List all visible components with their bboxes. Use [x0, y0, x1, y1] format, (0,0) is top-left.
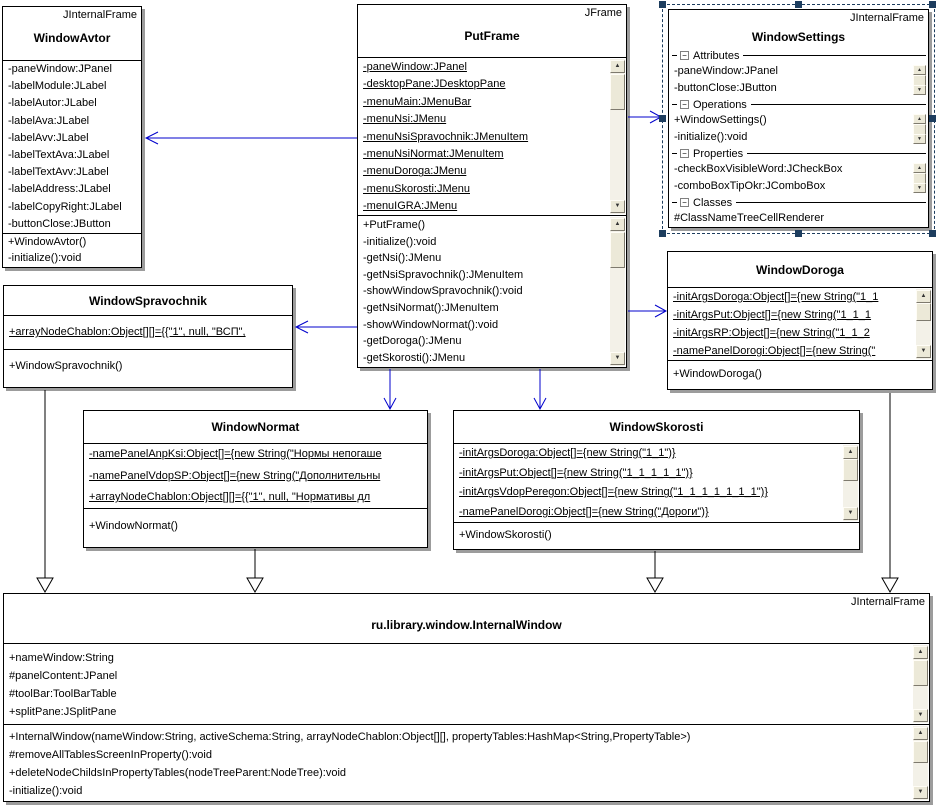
generalization-windownormat-internalwindow[interactable]: [247, 549, 263, 592]
operation-row[interactable]: +WindowSettings(): [674, 114, 767, 126]
class-name: WindowSkorosti: [609, 420, 704, 434]
selection-handle[interactable]: [929, 230, 936, 237]
attribute-row[interactable]: -labelTextAva:JLabel: [8, 149, 110, 162]
triangle-arrowhead-icon: [247, 578, 263, 592]
operation-row[interactable]: #removeAllTablesScreenInProperty():void: [9, 749, 212, 761]
attribute-row[interactable]: -labelCopyRight:JLabel: [8, 200, 122, 213]
attribute-row[interactable]: -menuIGRA:JMenu: [363, 200, 458, 213]
association-putframe-windowdoroga[interactable]: [628, 305, 666, 317]
attribute-row[interactable]: -labelTextAvv:JLabel: [8, 166, 109, 179]
section-label: Operations: [693, 98, 747, 111]
attribute-row[interactable]: -initArgsRP:Object[]={new String("1_1_2: [673, 327, 870, 339]
operation-row[interactable]: -initialize():void: [8, 251, 82, 264]
attribute-row[interactable]: #toolBar:ToolBarTable: [9, 688, 117, 700]
scroll-up-icon[interactable]: ▲: [913, 163, 926, 173]
operation-row[interactable]: +WindowSpravochnik(): [9, 360, 123, 372]
scrollbar[interactable]: [916, 289, 931, 359]
attribute-row[interactable]: +nameWindow:String: [9, 652, 114, 664]
attribute-row[interactable]: -paneWindow:JPanel: [674, 65, 778, 77]
class-window-settings[interactable]: [668, 9, 929, 228]
attribute-row[interactable]: -menuMain:JMenuBar: [363, 95, 472, 108]
operation-row[interactable]: -showWindowNormat():void: [363, 318, 499, 331]
attribute-row[interactable]: -labelAddress:JLabel: [8, 183, 111, 196]
association-putframe-windowsettings[interactable]: [628, 111, 661, 123]
attribute-row[interactable]: -buttonClose:JButton: [8, 217, 111, 230]
generalization-windowspravochnik-internalwindow[interactable]: [37, 390, 53, 592]
attribute-row[interactable]: +arrayNodeChablon:Object[][]={{"1", null, "ВСП",: [9, 326, 246, 338]
stereotype-label: JInternalFrame: [851, 596, 925, 608]
arrowhead-icon: [534, 398, 546, 409]
section-label: Properties: [693, 147, 744, 160]
scroll-down-icon[interactable]: ▼: [843, 507, 858, 520]
class-name: WindowAvtor: [33, 31, 111, 45]
class-window-normat[interactable]: [83, 410, 428, 548]
operation-row[interactable]: -initialize():void: [9, 785, 83, 797]
selection-handle[interactable]: [795, 230, 802, 237]
scroll-up-icon[interactable]: ▲: [843, 446, 858, 459]
attribute-row[interactable]: -initArgsPut:Object[]={new String("1_1_1: [673, 309, 872, 321]
divider: [747, 153, 926, 154]
stereotype-label: JInternalFrame: [63, 9, 137, 21]
arrowhead-icon: [655, 305, 666, 317]
class-window-doroga[interactable]: [667, 251, 933, 390]
scrollbar-thumb[interactable]: [610, 232, 625, 268]
scroll-down-icon[interactable]: ▼: [913, 134, 926, 144]
class-window-skorosti[interactable]: [453, 410, 860, 550]
operation-row[interactable]: +WindowNormat(): [89, 520, 178, 532]
scroll-up-icon[interactable]: ▲: [916, 290, 931, 303]
collapse-icon[interactable]: −: [680, 198, 689, 207]
attribute-row[interactable]: #panelContent:JPanel: [9, 670, 118, 682]
divider: [672, 153, 677, 154]
operation-row[interactable]: +WindowSkorosti(): [459, 529, 552, 541]
arrowhead-icon: [146, 132, 158, 144]
operation-row[interactable]: -getNsiNormat():JMenuItem: [363, 301, 499, 314]
scrollbar-thumb[interactable]: [913, 741, 928, 763]
scroll-up-icon[interactable]: ▲: [610, 218, 625, 231]
section-header-operations: [669, 97, 928, 112]
arrowhead-icon: [384, 398, 396, 409]
class-window-spravochnik[interactable]: [3, 285, 293, 388]
operation-row[interactable]: -getSkorosti():JMenu: [363, 351, 466, 364]
divider: [672, 104, 677, 105]
scroll-up-icon[interactable]: ▲: [913, 114, 926, 124]
scrollbar-thumb[interactable]: [913, 660, 928, 686]
scrollbar[interactable]: [913, 64, 926, 96]
selection-handle[interactable]: [929, 1, 936, 8]
scrollbar[interactable]: [913, 113, 926, 145]
class-name: WindowNormat: [211, 420, 300, 434]
attribute-row[interactable]: -labelAutor:JLabel: [8, 97, 97, 110]
attribute-row[interactable]: -paneWindow:JPanel: [8, 63, 112, 75]
collapse-icon[interactable]: −: [680, 100, 689, 109]
scrollbar[interactable]: [913, 162, 926, 194]
scroll-up-icon[interactable]: ▲: [913, 65, 926, 75]
attribute-row[interactable]: -initArgsVdopPeregon:Object[]={new String("1_1_1_1_1_1_1")}: [459, 486, 768, 499]
divider: [736, 202, 926, 203]
operation-row[interactable]: -getNsiSpravochnik():JMenuItem: [363, 268, 524, 281]
scroll-down-icon[interactable]: ▼: [913, 786, 928, 799]
association-putframe-windowskorosti[interactable]: [534, 369, 546, 409]
attribute-row[interactable]: -menuDoroga:JMenu: [363, 165, 467, 178]
triangle-arrowhead-icon: [37, 578, 53, 592]
class-name: WindowDoroga: [756, 262, 844, 277]
attribute-row[interactable]: -initArgsPut:Object[]={new String("1_1_1_1_1")}: [459, 466, 693, 479]
attribute-row[interactable]: -initArgsDoroga:Object[]={new String("1_1: [673, 291, 879, 303]
class-name: WindowSpravochnik: [89, 293, 207, 308]
section-header-attributes: [669, 48, 928, 63]
scrollbar[interactable]: [610, 59, 625, 214]
divider: [743, 55, 926, 56]
section-label: Attributes: [693, 49, 740, 62]
attribute-row[interactable]: -namePanelDorogi:Object[]={new String(": [673, 345, 876, 357]
association-putframe-windowspravochnik[interactable]: [296, 321, 357, 333]
section-header-classes: [669, 195, 928, 210]
attribute-row[interactable]: +splitPane:JSplitPane: [9, 706, 117, 718]
operation-row[interactable]: -initialize():void: [363, 235, 437, 248]
scrollbar-thumb[interactable]: [610, 74, 625, 110]
scrollbar[interactable]: [610, 217, 625, 366]
operation-row[interactable]: +deleteNodeChildsInPropertyTables(nodeTreeParent:NodeTree):void: [9, 767, 347, 779]
scroll-up-icon[interactable]: ▲: [610, 60, 625, 73]
attribute-row[interactable]: +arrayNodeChablon:Object[][]={{"1", null, "Нормативы дл: [89, 491, 371, 503]
operation-row[interactable]: -getDoroga():JMenu: [363, 335, 462, 348]
scrollbar-thumb[interactable]: [843, 459, 858, 481]
stereotype-label: JFrame: [584, 7, 622, 19]
attribute-row[interactable]: -labelAva:JLabel: [8, 114, 90, 127]
divider: [751, 104, 926, 105]
scroll-down-icon[interactable]: ▼: [913, 709, 928, 722]
scroll-up-icon[interactable]: ▲: [913, 646, 928, 659]
attribute-row[interactable]: -namePanelVdopSP:Object[]={new String("Дополнительны: [89, 469, 381, 482]
property-row[interactable]: -checkBoxVisibleWord:JCheckBox: [674, 163, 843, 175]
scrollbar[interactable]: [913, 726, 928, 800]
class-internal-window[interactable]: [3, 593, 930, 802]
attribute-row[interactable]: -paneWindow:JPanel: [363, 61, 467, 73]
arrowhead-icon: [296, 321, 308, 333]
section-header-properties: [669, 146, 928, 161]
class-row[interactable]: #ClassNameTreeCellRenderer: [674, 212, 824, 224]
operation-row[interactable]: -getNsi():JMenu: [363, 252, 442, 265]
triangle-arrowhead-icon: [647, 578, 663, 592]
attribute-row[interactable]: -labelModule:JLabel: [8, 80, 107, 93]
attribute-row[interactable]: -menuNsi:JMenu: [363, 113, 447, 126]
selection-handle[interactable]: [659, 115, 666, 122]
generalization-windowdoroga-internalwindow[interactable]: [882, 393, 898, 592]
section-label: Classes: [693, 196, 733, 209]
scroll-down-icon[interactable]: ▼: [913, 85, 926, 95]
attribute-row[interactable]: -desktopPane:JDesktopPane: [363, 78, 506, 91]
scroll-down-icon[interactable]: ▼: [610, 200, 625, 213]
association-putframe-windownormat[interactable]: [384, 369, 396, 409]
scroll-down-icon[interactable]: ▼: [913, 183, 926, 193]
operation-row[interactable]: -showWindowSpravochnik():void: [363, 285, 523, 298]
class-name: ru.library.window.InternalWindow: [371, 618, 562, 632]
operation-row[interactable]: +WindowAvtor(): [8, 236, 87, 248]
operation-row[interactable]: +InternalWindow(nameWindow:String, activeSchema:String, arrayNodeChablon:Object[][], propertyTables:HashMap<String,PropertyTable>): [9, 731, 691, 743]
class-name: PutFrame: [464, 29, 520, 43]
operation-row[interactable]: +WindowDoroga(): [673, 368, 762, 380]
association-putframe-windowavtor[interactable]: [146, 132, 357, 144]
attribute-row[interactable]: -initArgsDoroga:Object[]={new String("1_1")}: [459, 447, 676, 459]
class-window-avtor[interactable]: [2, 6, 142, 268]
selection-handle[interactable]: [659, 230, 666, 237]
divider: [672, 55, 677, 56]
operation-row[interactable]: -initialize():void: [674, 131, 748, 143]
selection-handle[interactable]: [795, 1, 802, 8]
selection-handle[interactable]: [929, 115, 936, 122]
triangle-arrowhead-icon: [882, 578, 898, 592]
scrollbar[interactable]: [913, 645, 928, 723]
class-putframe[interactable]: [357, 4, 627, 368]
operation-row[interactable]: +PutFrame(): [363, 219, 426, 231]
attribute-row[interactable]: -menuNsiSpravochnik:JMenuItem: [363, 130, 529, 143]
property-row[interactable]: -comboBoxTipOkr:JComboBox: [674, 180, 826, 192]
scroll-up-icon[interactable]: ▲: [913, 727, 928, 740]
attribute-row[interactable]: -namePanelAnpKsi:Object[]={new String("Нормы непогаше: [89, 448, 382, 460]
collapse-icon[interactable]: −: [680, 149, 689, 158]
selection-handle[interactable]: [659, 1, 666, 8]
scroll-down-icon[interactable]: ▼: [916, 345, 931, 358]
scrollbar[interactable]: [843, 445, 858, 521]
attribute-row[interactable]: -menuSkorosti:JMenu: [363, 182, 470, 195]
collapse-icon[interactable]: −: [680, 51, 689, 60]
generalization-windowskorosti-internalwindow[interactable]: [647, 551, 663, 592]
divider: [672, 202, 677, 203]
attribute-row[interactable]: -menuNsiNormat:JMenuItem: [363, 148, 504, 161]
stereotype-label: JInternalFrame: [850, 12, 924, 24]
attribute-row[interactable]: -labelAvv:JLabel: [8, 131, 89, 144]
class-name: WindowSettings: [751, 30, 846, 44]
attribute-row[interactable]: -namePanelDorogi:Object[]={new String("Дороги")}: [459, 506, 709, 519]
attribute-row[interactable]: -buttonClose:JButton: [674, 82, 777, 94]
scroll-down-icon[interactable]: ▼: [610, 352, 625, 365]
scrollbar-thumb[interactable]: [916, 303, 931, 321]
